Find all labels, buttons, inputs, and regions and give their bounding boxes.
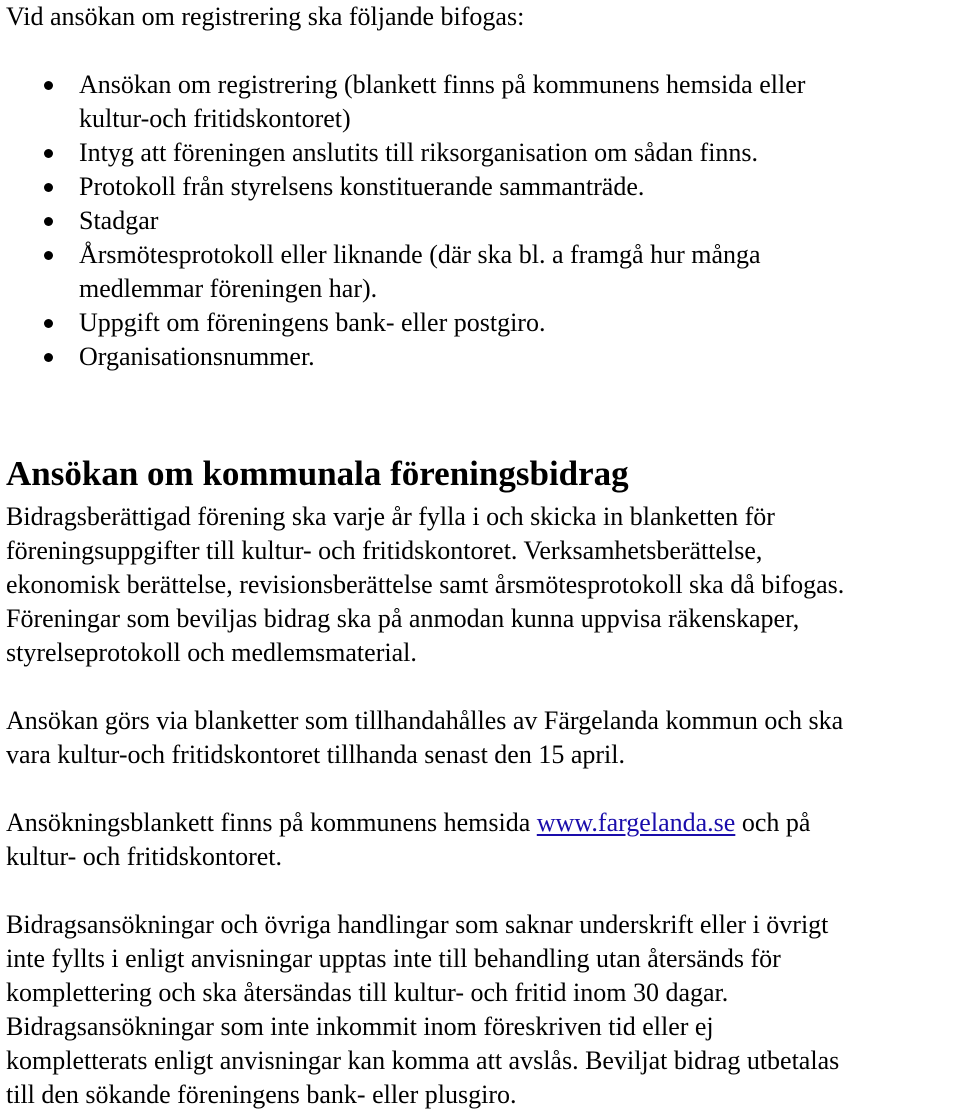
list-item — [6, 170, 906, 204]
bullet-icon — [44, 183, 53, 192]
paragraph-line: kultur- och fritidskontoret. — [6, 842, 283, 871]
paragraph-form-location — [6, 806, 958, 874]
paragraph-line: föreningsuppgifter till kultur- och fritidskontoret. Verksamhetsberättelse, — [6, 536, 763, 565]
list-item — [6, 238, 906, 306]
bullet-icon — [44, 251, 53, 260]
bullet-icon — [44, 149, 53, 158]
paragraph-line: Bidragsansökningar som inte inkommit inom föreskriven tid eller ej — [6, 1012, 714, 1041]
paragraph-line: komplettering och ska återsändas till kultur- och fritid inom 30 dagar. — [6, 978, 729, 1007]
list-item — [6, 204, 906, 238]
paragraph-line: ekonomisk berättelse, revisionsberättelse samt årsmötesprotokoll ska då bifogas. — [6, 570, 845, 599]
list-item-line: Uppgift om föreningens bank- eller postgiro. — [79, 308, 546, 337]
list-item-line: medlemmar föreningen har). — [79, 274, 378, 303]
attachment-list — [6, 68, 906, 374]
paragraph-line: vara kultur-och fritidskontoret tillhanda senast den 15 april. — [6, 740, 625, 769]
paragraph-line: styrelseprotokoll och medlemsmaterial. — [6, 638, 417, 667]
bullet-icon — [44, 81, 53, 90]
list-item-line: Organisationsnummer. — [79, 342, 315, 371]
list-item-line: kultur-och fritidskontoret) — [79, 104, 351, 133]
list-item — [6, 136, 906, 170]
list-item — [6, 340, 906, 374]
paragraph-line: kompletterats enligt anvisningar kan komma att avslås. Beviljat bidrag utbetalas — [6, 1046, 840, 1075]
paragraph-line: till den sökande föreningens bank- eller plusgiro. — [6, 1080, 517, 1109]
list-item-line: Årsmötesprotokoll eller liknande (där ska bl. a framgå hur många — [79, 240, 761, 269]
paragraph-line: Föreningar som beviljas bidrag ska på anmodan kunna uppvisa räkenskaper, — [6, 604, 800, 633]
list-item-line: Ansökan om registrering (blankett finns på kommunens hemsida eller — [79, 70, 806, 99]
paragraph-line — [6, 806, 958, 840]
bullet-icon — [44, 353, 53, 362]
paragraph-line: Ansökan görs via blanketter som tillhandahålles av Färgelanda kommun och ska — [6, 706, 844, 735]
list-item-line: Intyg att föreningen anslutits till riksorganisation om sådan finns. — [79, 138, 759, 167]
list-item — [6, 68, 906, 136]
bullet-icon — [44, 217, 53, 226]
list-item-line: Protokoll från styrelsens konstituerande sammanträde. — [79, 172, 645, 201]
website-link[interactable]: www.fargelanda.se — [536, 808, 736, 837]
intro-text: Vid ansökan om registrering ska följande bifogas: — [6, 2, 525, 31]
paragraph-line: Bidragsberättigad förening ska varje år fylla i och skicka in blanketten för — [6, 502, 775, 531]
list-item — [6, 306, 906, 340]
paragraph-line: inte fyllts i enligt anvisningar upptas inte till behandling utan återsänds för — [6, 944, 781, 973]
bullet-icon — [44, 319, 53, 328]
section-heading: Ansökan om kommunala föreningsbidrag — [6, 454, 629, 493]
paragraph-text: och på — [735, 808, 811, 837]
list-item-line: Stadgar — [79, 206, 159, 235]
paragraph-line: Bidragsansökningar och övriga handlingar som saknar underskrift eller i övrigt — [6, 910, 829, 939]
paragraph-incomplete-applications — [6, 908, 958, 1112]
paragraph-text: Ansökningsblankett finns på kommunens hemsida — [6, 808, 537, 837]
paragraph-eligibility — [6, 500, 958, 670]
paragraph-deadline — [6, 704, 958, 772]
